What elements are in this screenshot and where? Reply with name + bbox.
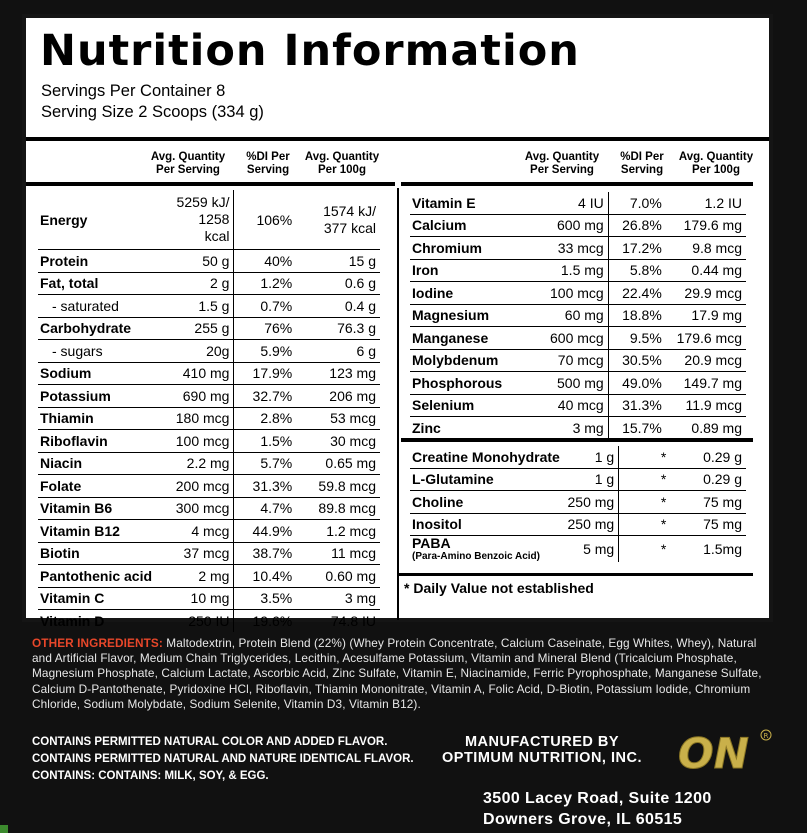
di-value: * <box>619 468 671 491</box>
nutrient-name: Chromium <box>410 237 548 260</box>
per-serving-value: 180 mcg <box>174 407 234 430</box>
servings-per-container: Servings Per Container 8 <box>41 82 226 100</box>
per-100g-value: 1.2 mcg <box>296 520 380 543</box>
per-serving-value: 250 IU <box>174 610 234 632</box>
di-value: 19.6% <box>252 612 293 629</box>
right-header-bar <box>401 182 753 186</box>
per-100g-value: 0.29 g <box>670 468 746 491</box>
per-100g-value: 11 mcg <box>296 542 380 565</box>
address-line: 3500 Lacey Road, Suite 1200 <box>483 790 712 807</box>
di-value: 10.4% <box>234 565 296 588</box>
nutrient-name: Selenium <box>410 394 548 417</box>
per-serving-value: 5 mg <box>566 536 619 563</box>
nutrient-row <box>410 349 746 372</box>
di-value: 18.8% <box>608 304 666 327</box>
divider <box>26 137 769 141</box>
di-value: 2.8% <box>234 407 296 430</box>
di-value: 38.7% <box>234 542 296 565</box>
per-serving-value: 20g <box>174 340 234 363</box>
per-serving-value: 37 mcg <box>174 542 234 565</box>
per-serving-value: 50 g <box>174 250 234 273</box>
nutrient-row <box>38 272 380 295</box>
serving-size: Serving Size 2 Scoops (334 g) <box>41 103 264 121</box>
nutrient-name: - saturated <box>38 295 174 318</box>
per-serving-value: 4 mcg <box>174 520 234 543</box>
per-serving-value: 1.5 mg <box>548 259 608 282</box>
nutrient-row <box>38 610 380 632</box>
nutrient-row <box>38 542 380 565</box>
nutrient-row <box>410 259 746 282</box>
per-serving-value: 10 mg <box>174 587 234 610</box>
per-serving-value: 255 g <box>174 317 234 340</box>
left-header-bar <box>26 182 395 186</box>
nutrient-name: Carbohydrate <box>38 317 174 340</box>
per-100g-value: 11.9 mcg <box>666 394 746 417</box>
per-100g-value: 1574 kJ/ 377 kcal <box>296 190 380 250</box>
di-value: 17.2% <box>608 237 666 260</box>
svg-text:R: R <box>763 732 769 740</box>
per-100g-value: 59.8 mcg <box>296 475 380 498</box>
nutrient-name: Calcium <box>410 214 548 237</box>
per-100g-value: 179.6 mg <box>666 214 746 237</box>
on-logo-icon <box>670 726 780 776</box>
per-serving-value: 250 mg <box>566 513 619 536</box>
per-serving-value: 40 mcg <box>548 394 608 417</box>
nutrient-name: Manganese <box>410 327 548 350</box>
page-title: Nutrition Information <box>40 26 580 76</box>
per-100g-value: 149.7 mg <box>666 372 746 395</box>
di-value: 1.2% <box>234 272 296 295</box>
nutrient-row <box>38 497 380 520</box>
per-100g-value: 75 mg <box>670 513 746 536</box>
per-100g-value: 20.9 mcg <box>666 349 746 372</box>
right-other-table <box>410 446 746 562</box>
footnote-bar <box>399 573 753 576</box>
nutrient-row <box>38 565 380 588</box>
di-value: 5.7% <box>234 452 296 475</box>
nutrition-panel <box>22 14 773 629</box>
address <box>483 788 712 830</box>
per-serving-value: 500 mg <box>548 372 608 395</box>
di-value: * <box>619 491 671 514</box>
nutrient-row <box>38 362 380 385</box>
nutrient-row <box>38 340 380 363</box>
nutrient-name: Magnesium <box>410 304 548 327</box>
per-100g-value: 74.8 IU <box>330 612 376 629</box>
nutrient-row <box>410 237 746 260</box>
di-value: 15.7% <box>622 419 662 436</box>
svg-text:ON: ON <box>678 729 749 776</box>
manufacturer-line: MANUFACTURED BY <box>464 734 620 750</box>
nutrient-row <box>410 513 746 536</box>
left-nutrient-table <box>38 190 380 632</box>
nutrient-name: Pantothenic acid <box>38 565 174 588</box>
per-serving-value: 250 mg <box>566 491 619 514</box>
nutrient-name: Folate <box>38 475 174 498</box>
di-value: 0.7% <box>234 295 296 318</box>
per-100g-value: 123 mg <box>296 362 380 385</box>
nutrient-name: Zinc <box>412 419 441 436</box>
per-100g-value: 75 mg <box>670 491 746 514</box>
per-serving-value: 2.2 mg <box>174 452 234 475</box>
nutrient-name: Vitamin B12 <box>38 520 174 543</box>
per-100g-value: 179.6 mcg <box>666 327 746 350</box>
nutrient-row <box>38 407 380 430</box>
nutrient-name: Vitamin C <box>38 587 174 610</box>
right-nutrient-table <box>410 192 746 439</box>
nutrient-subname: (Para-Amino Benzoic Acid) <box>412 551 540 562</box>
nutrient-row <box>38 475 380 498</box>
nutrient-name: L-Glutamine <box>410 468 566 491</box>
di-value: 22.4% <box>608 282 666 305</box>
per-serving-value: 600 mg <box>548 214 608 237</box>
nutrient-name: Iodine <box>410 282 548 305</box>
nutrient-name: Vitamin B6 <box>38 497 174 520</box>
di-value: * <box>660 541 667 557</box>
di-value: 1.5% <box>234 430 296 453</box>
di-value: 3.5% <box>234 587 296 610</box>
nutrient-name: Energy <box>38 190 174 250</box>
nutrient-row <box>410 491 746 514</box>
nutrient-name: Potassium <box>38 385 174 408</box>
per-serving-value: 70 mcg <box>548 349 608 372</box>
nutrient-name: Riboflavin <box>38 430 174 453</box>
di-value: 9.5% <box>608 327 666 350</box>
per-100g-value: 0.29 g <box>670 446 746 468</box>
per-100g-value: 0.89 mg <box>691 419 742 436</box>
header-di-right: %DI Per Serving <box>620 151 664 176</box>
nutrient-name: Fat, total <box>38 272 174 295</box>
nutrient-name: Niacin <box>38 452 174 475</box>
manufacturer-line: OPTIMUM NUTRITION, INC. <box>442 750 642 766</box>
contains-statements <box>32 734 414 785</box>
nutrient-name: Biotin <box>38 542 174 565</box>
per-serving-value: 600 mcg <box>548 327 608 350</box>
nutrient-name: Vitamin D <box>40 612 105 629</box>
di-value: 106% <box>234 190 296 250</box>
column-divider <box>397 188 399 620</box>
contains-line: CONTAINS PERMITTED NATURAL AND NATURE IDENTICAL FLAVOR. <box>32 753 414 765</box>
nutrient-name: Protein <box>38 250 174 273</box>
nutrient-row <box>38 430 380 453</box>
nutrient-name: PABA (Para-Amino Benzoic Acid) <box>410 536 566 563</box>
address-line: Downers Grove, IL 60515 <box>483 811 683 828</box>
nutrient-row <box>410 372 746 395</box>
nutrient-name: Thiamin <box>38 407 174 430</box>
per-serving-value: 4 IU <box>548 192 608 214</box>
di-value: 5.9% <box>234 340 296 363</box>
nutrient-row <box>38 385 380 408</box>
di-value: 31.3% <box>234 475 296 498</box>
per-100g-value: 0.4 g <box>296 295 380 318</box>
per-100g-value: 1.2 IU <box>666 192 746 214</box>
header-di: %DI Per Serving <box>246 151 290 176</box>
per-100g-value: 30 mcg <box>296 430 380 453</box>
corner-accent <box>0 825 8 833</box>
ingredients-text: Maltodextrin, Protein Blend (22%) (Whey Protein Concentrate, Calcium Caseinate, Egg Whites, Whey), Natural and Artificial Flavor, Medium Chain Triglycerides, Lecithin, Acesulfame Potassium, Vitamin and Mineral Blend (Tricalcium Phosphate, Magnesium Phosphate, Calcium Lactate, Ascorbic Acid, Zinc Sulfate, Vitamin E, Niacinamide, Ferric Pyrophosphate, Manganese Sulfate, Calcium D-Pantothenate, Pyridoxine HCl, Riboflavin, Thiamin Mononitrate, Vitamin A, Folic Acid, D-Biotin, Potassium Iodide, Chromium Chloride, Sodium Molybdate, Sodium Selenite, Vitamin D3, Vitamin B12). <box>32 636 762 711</box>
per-100g-value: 1.5mg <box>703 541 742 557</box>
per-100g-value: 0.65 mg <box>296 452 380 475</box>
nutrient-row <box>38 295 380 318</box>
di-value: 31.3% <box>608 394 666 417</box>
per-serving-value: 60 mg <box>548 304 608 327</box>
di-value: * <box>619 513 671 536</box>
di-value: 30.5% <box>608 349 666 372</box>
per-serving-value: 100 mcg <box>548 282 608 305</box>
di-value: 44.9% <box>234 520 296 543</box>
contains-line: CONTAINS PERMITTED NATURAL COLOR AND ADDED FLAVOR. <box>32 736 388 748</box>
per-serving-value: 100 mcg <box>174 430 234 453</box>
di-value: 7.0% <box>608 192 666 214</box>
header-avg-serving-right: Avg. Quantity Per Serving <box>524 151 600 176</box>
nutrient-row <box>410 446 746 468</box>
per-serving-value: 2 mg <box>174 565 234 588</box>
header-avg-serving: Avg. Quantity Per Serving <box>150 151 226 176</box>
di-value: 4.7% <box>234 497 296 520</box>
ingredients-label: OTHER INGREDIENTS: <box>32 636 163 650</box>
per-100g-value: 89.8 mcg <box>296 497 380 520</box>
per-serving-value: 1 g <box>566 468 619 491</box>
nutrient-name: Vitamin E <box>410 192 548 214</box>
di-value: 49.0% <box>608 372 666 395</box>
per-serving-value: 33 mcg <box>548 237 608 260</box>
nutrient-name: Molybdenum <box>410 349 548 372</box>
per-serving-value: 3 mg <box>548 417 608 439</box>
nutrient-row <box>410 282 746 305</box>
nutrient-row <box>410 417 746 439</box>
nutrient-row <box>410 468 746 491</box>
di-value: 17.9% <box>234 362 296 385</box>
per-100g-value: 17.9 mg <box>666 304 746 327</box>
nutrient-name: - sugars <box>38 340 174 363</box>
header-avg-100g-right: Avg. Quantity Per 100g <box>678 151 754 176</box>
per-100g-value: 6 g <box>296 340 380 363</box>
nutrient-row <box>410 192 746 214</box>
per-serving-value: 200 mcg <box>174 475 234 498</box>
per-100g-value: 29.9 mcg <box>666 282 746 305</box>
nutrient-name: Inositol <box>410 513 566 536</box>
di-value: 76% <box>234 317 296 340</box>
per-serving-value: 5259 kJ/ 1258 kcal <box>174 190 234 250</box>
per-100g-value: 3 mg <box>296 587 380 610</box>
per-serving-value: 690 mg <box>174 385 234 408</box>
nutrient-row <box>38 250 380 273</box>
header-avg-100g: Avg. Quantity Per 100g <box>304 151 380 176</box>
per-serving-value: 2 g <box>174 272 234 295</box>
nutrient-name: Iron <box>410 259 548 282</box>
nutrient-row <box>410 394 746 417</box>
per-100g-value: 0.6 g <box>296 272 380 295</box>
per-serving-value: 410 mg <box>174 362 234 385</box>
nutrient-row <box>38 587 380 610</box>
per-100g-value: 206 mg <box>296 385 380 408</box>
di-value: 26.8% <box>608 214 666 237</box>
nutrient-row <box>38 317 380 340</box>
nutrient-row <box>38 452 380 475</box>
di-value: * <box>619 446 671 468</box>
per-100g-value: 15 g <box>296 250 380 273</box>
per-serving-value: 1 g <box>566 446 619 468</box>
per-100g-value: 0.44 mg <box>666 259 746 282</box>
contains-line: CONTAINS: CONTAINS: MILK, SOY, & EGG. <box>32 770 269 782</box>
di-value: 40% <box>234 250 296 273</box>
nutrient-row <box>410 327 746 350</box>
right-section-bar <box>401 438 753 442</box>
per-serving-value: 300 mcg <box>174 497 234 520</box>
nutrient-row <box>410 214 746 237</box>
per-100g-value: 53 mcg <box>296 407 380 430</box>
nutrient-name: Creatine Monohydrate <box>410 446 566 468</box>
di-value: 32.7% <box>234 385 296 408</box>
nutrient-row <box>38 190 380 250</box>
per-100g-value: 9.8 mcg <box>666 237 746 260</box>
manufacturer <box>442 734 642 766</box>
footnote: * Daily Value not established <box>404 580 594 596</box>
nutrient-name: Phosphorous <box>410 372 548 395</box>
nutrient-row <box>410 304 746 327</box>
per-100g-value: 76.3 g <box>296 317 380 340</box>
nutrient-name: Sodium <box>38 362 174 385</box>
per-serving-value: 1.5 g <box>174 295 234 318</box>
nutrient-row <box>410 536 746 563</box>
per-100g-value: 0.60 mg <box>296 565 380 588</box>
nutrient-row <box>38 520 380 543</box>
nutrient-name: Choline <box>410 491 566 514</box>
di-value: 5.8% <box>608 259 666 282</box>
other-ingredients <box>32 636 774 712</box>
